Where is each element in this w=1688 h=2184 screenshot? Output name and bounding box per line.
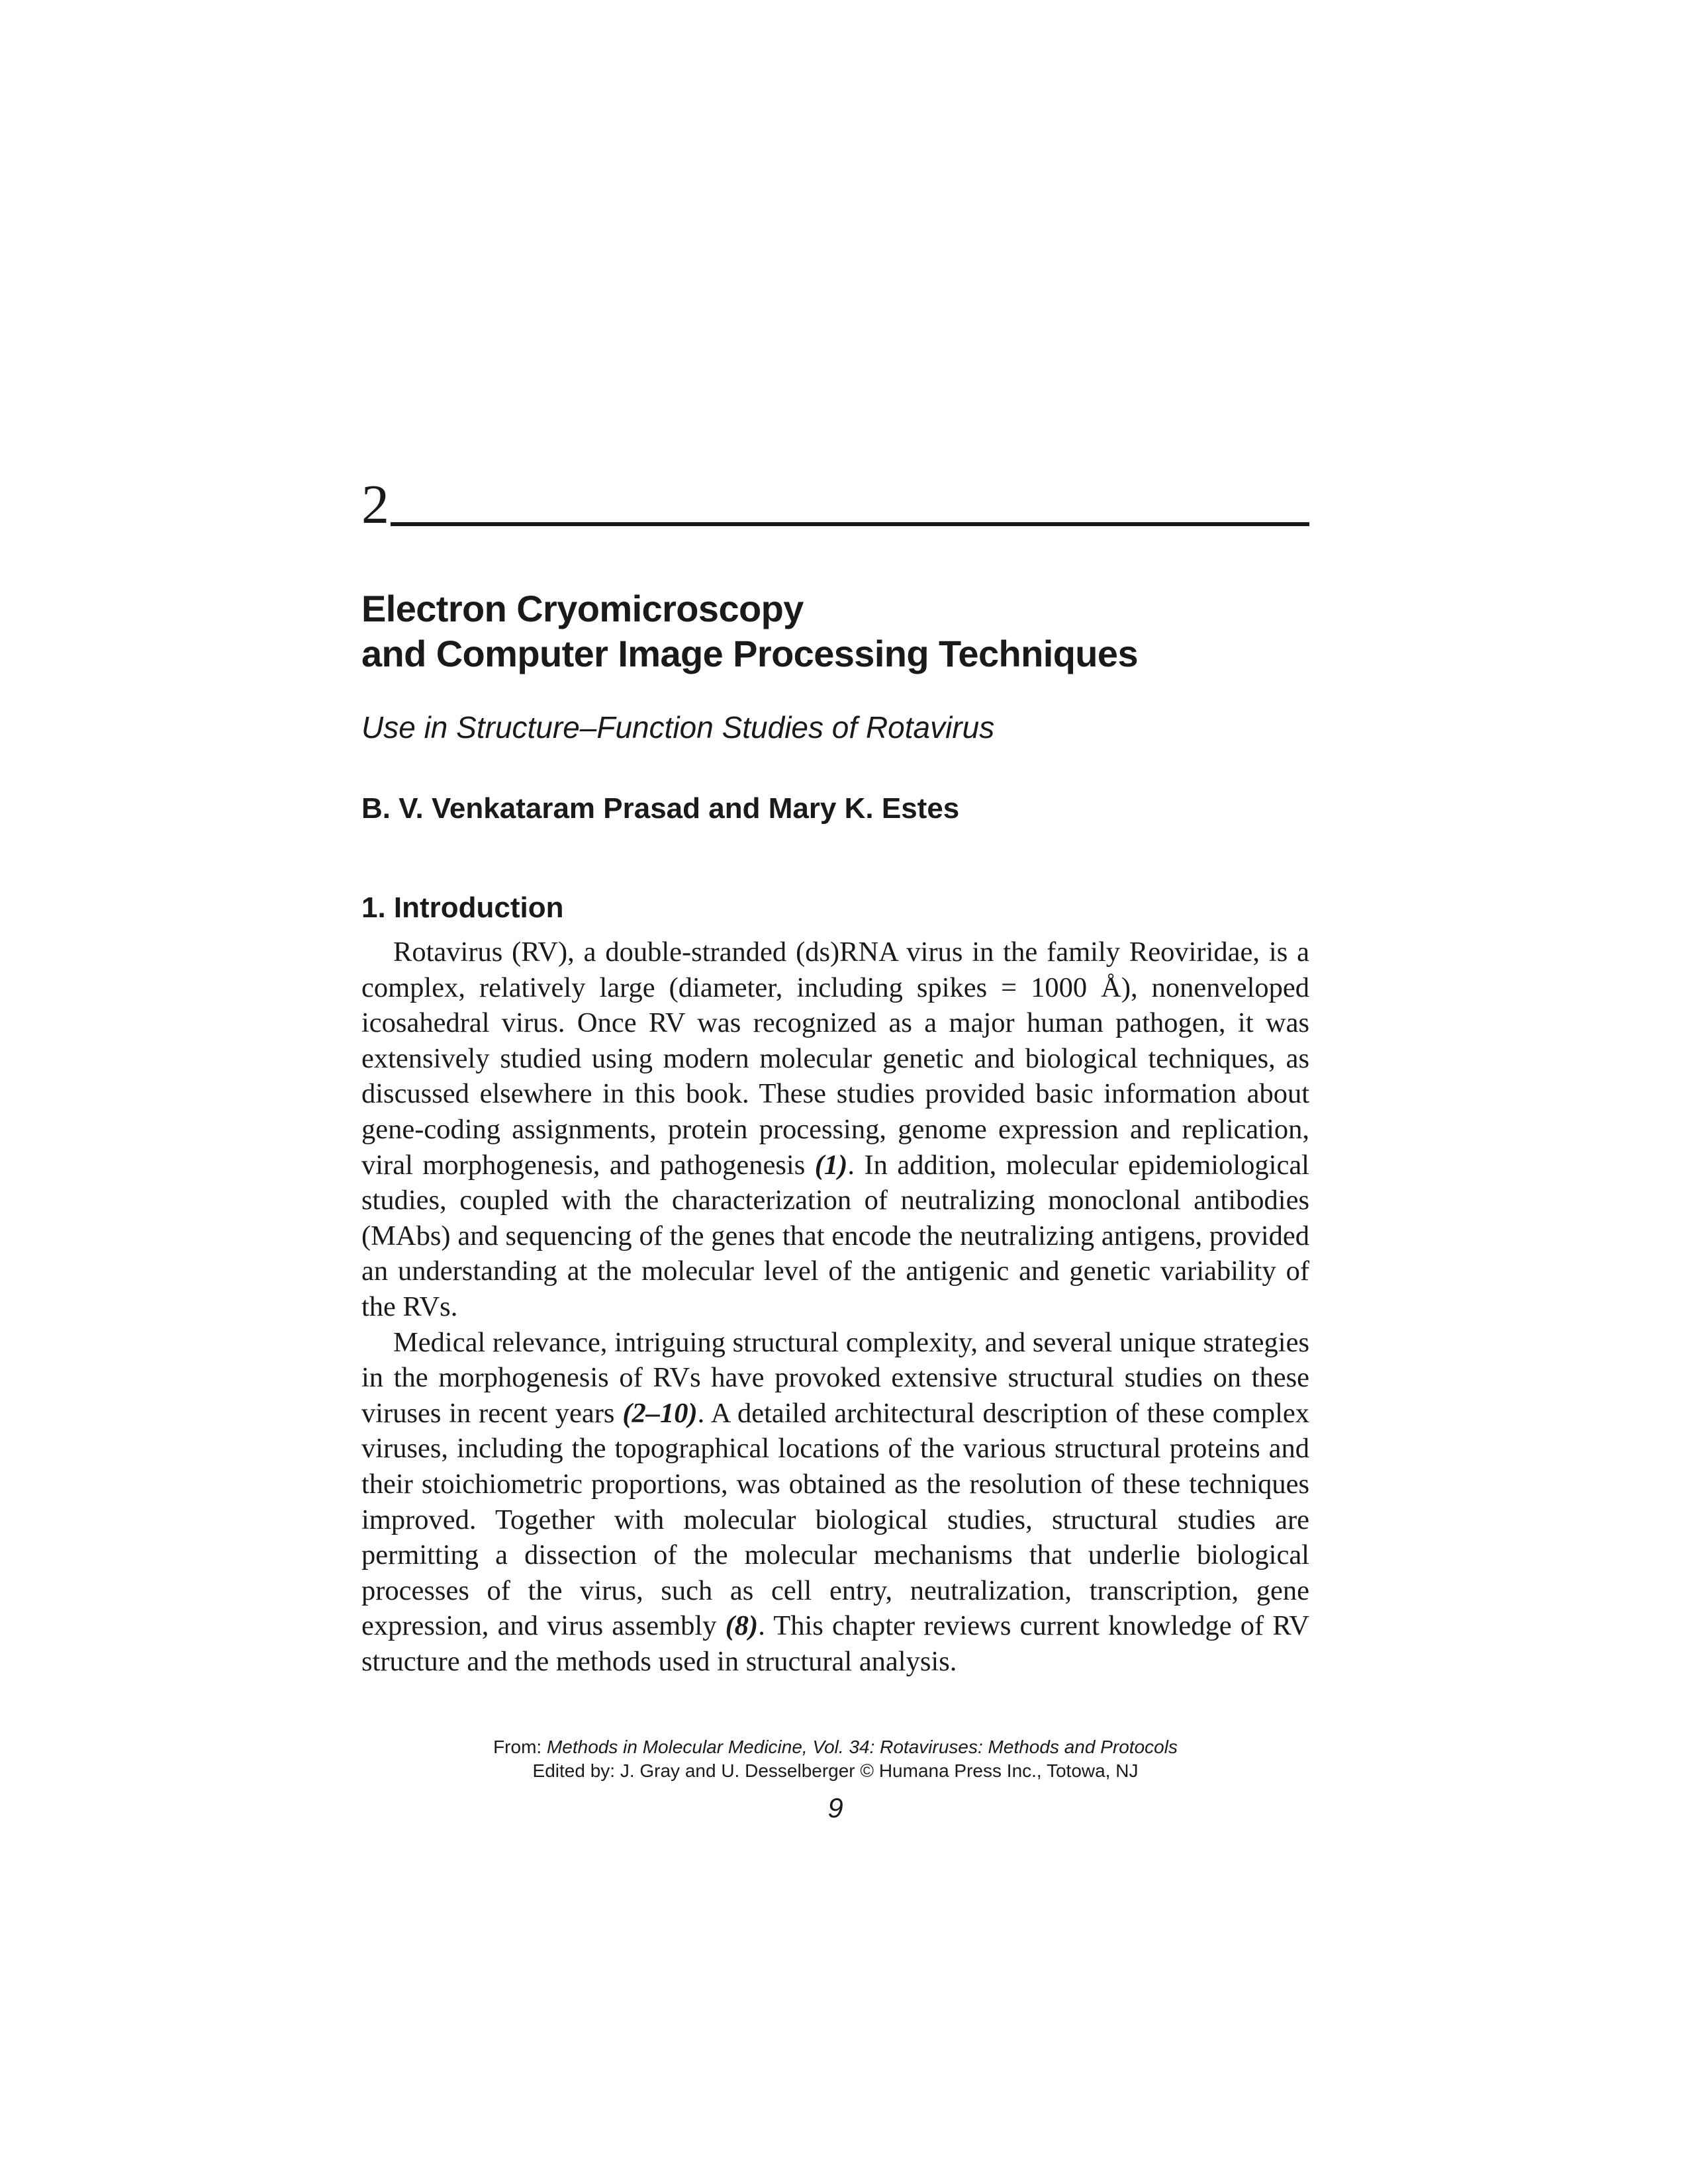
- footer-source-line: [361, 1735, 1309, 1759]
- chapter-heading: [361, 475, 1309, 535]
- citation-ref: (1): [814, 1149, 848, 1181]
- chapter-number: 2: [361, 474, 389, 535]
- page-number: 9: [827, 1792, 843, 1823]
- source-footer: [361, 1735, 1309, 1783]
- chapter-subtitle: Use in Structure–Function Studies of Rotavirus: [361, 710, 995, 745]
- citation-ref: (2–10): [622, 1397, 698, 1429]
- chapter-title-line-2: and Computer Image Processing Techniques: [361, 633, 1139, 674]
- chapter-authors: B. V. Venkataram Prasad and Mary K. Estes: [361, 792, 960, 825]
- paragraph-1-text-b: . In addition, molecular epidemiological studies, coupled with the characterization of neutralizing monoclonal antibodies (MAbs) and sequencing of the genes that encode the neutralizing antigens, provided an understanding at the molecular level of the antigenic and genetic variability of the RVs.: [361, 1149, 1309, 1322]
- section-body: [361, 934, 1309, 1679]
- paragraph-2-text-a: Medical relevance, intriguing structural complexity, and several unique strategies in the morphogenesis of RVs have provoked extensive structural studies on these viruses in recent years: [361, 1326, 1309, 1429]
- citation-ref: (8): [725, 1610, 759, 1642]
- footer-work-title: Methods in Molecular Medicine, Vol. 34: Rotaviruses: Methods and Protocols: [546, 1737, 1178, 1757]
- paragraph-2: [361, 1325, 1309, 1680]
- chapter-title-line-1: Electron Cryomicroscopy: [361, 588, 804, 629]
- section-heading: 1. Introduction: [361, 891, 564, 924]
- chapter-rule: [391, 522, 1309, 526]
- footer-from-label: From:: [493, 1737, 547, 1757]
- paragraph-2-text-b: . A detailed architectural description of these complex viruses, including the topographical locations of the various structural proteins and their stoichiometric proportions, was obtained as the resolution of these techniques improved. Together with molecular biological studies, structural studies are permitting a dissection of the molecular mechanisms that underlie biological processes of the virus, such as cell entry, neutralization, transcription, gene expression, and virus assembly: [361, 1397, 1309, 1642]
- footer-edited-line: Edited by: J. Gray and U. Desselberger © Humana Press Inc., Totowa, NJ: [532, 1760, 1139, 1781]
- chapter-title: [361, 586, 1309, 676]
- paragraph-1: [361, 934, 1309, 1325]
- paragraph-2-text-c: . This chapter reviews current knowledge of RV structure and the methods used in structural analysis.: [361, 1610, 1309, 1677]
- paragraph-1-text-a: Rotavirus (RV), a double-stranded (ds)RNA virus in the family Reoviridae, is a complex, relatively large (diameter, including spikes = 1000 Å), nonenveloped icosahedral virus. Once RV was recognized as a major human pathogen, it was extensively studied using modern molecular genetic and biological techniques, as discussed elsewhere in this book. These studies provided basic information about gene-coding assignments, protein processing, genome expression and replication, viral morphogenesis, and pathogenesis: [361, 936, 1309, 1181]
